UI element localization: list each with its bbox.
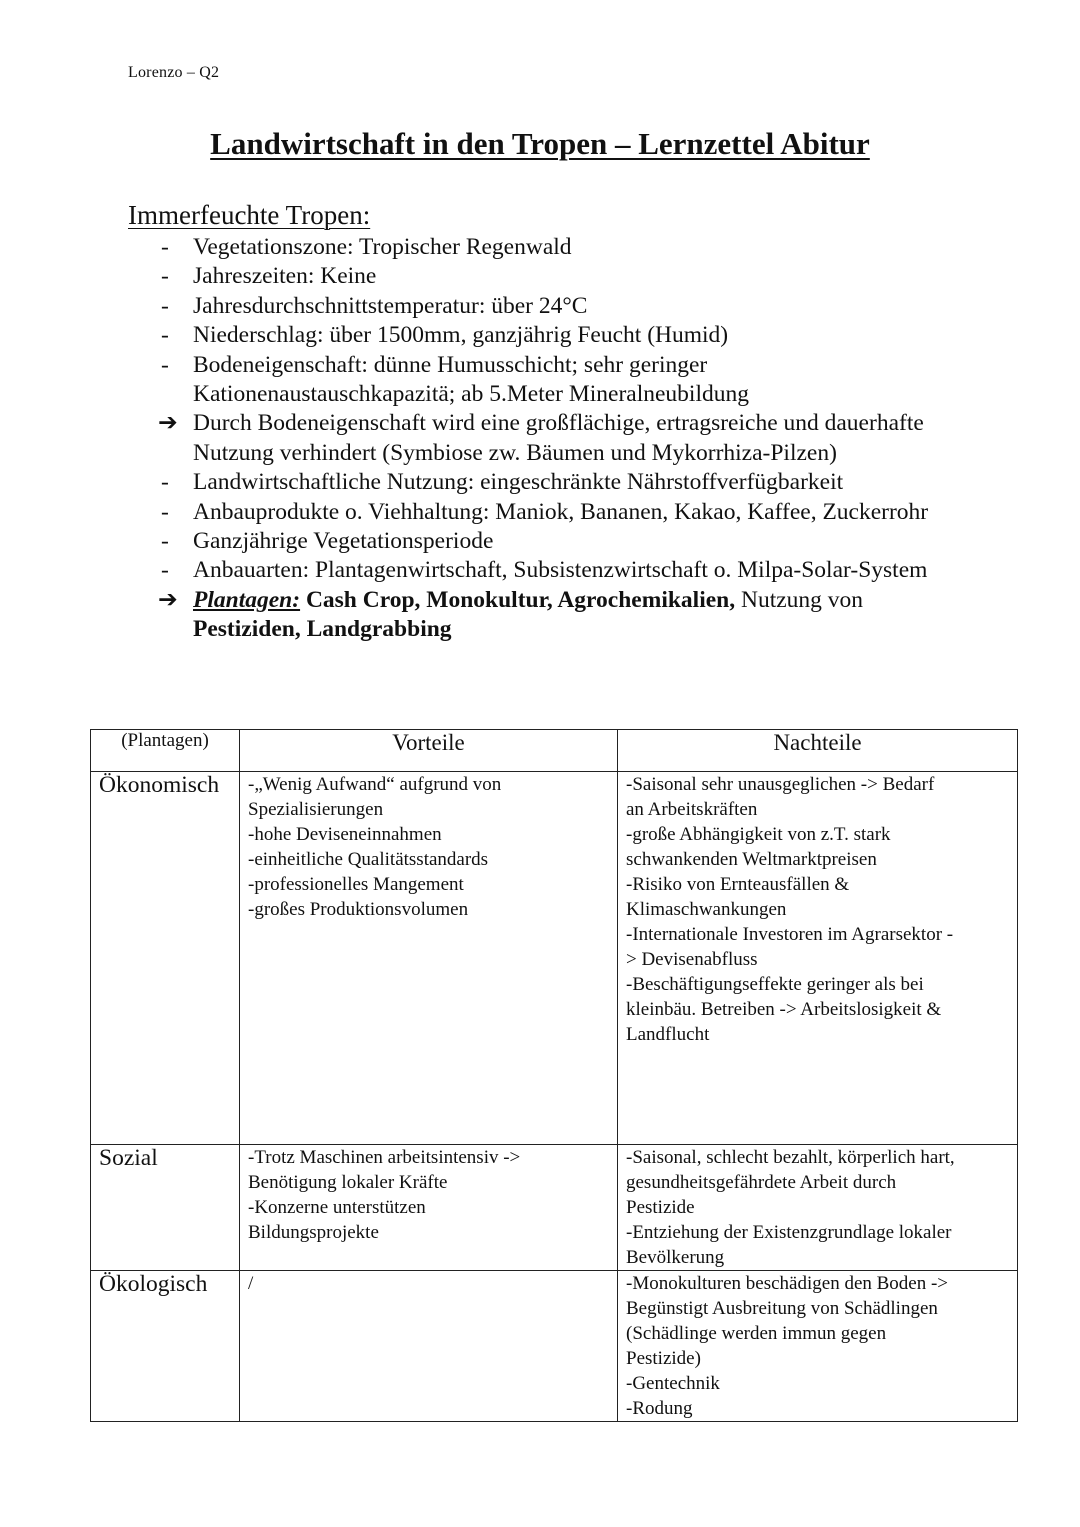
dash-bullet-icon: - bbox=[161, 292, 169, 319]
cell-line: -Entziehung der Existenzgrundlage lokaler bbox=[626, 1222, 952, 1243]
arrow-right-icon: ➔ bbox=[158, 410, 178, 437]
column-header-nachteile: Nachteile bbox=[618, 730, 1018, 772]
cell-line: schwankenden Weltmarktpreisen bbox=[626, 849, 877, 870]
list-item-text: Landwirtschaftliche Nutzung: eingeschränkte Nährstoffverfügbarkeit bbox=[193, 469, 844, 496]
list-item-text: Vegetationszone: Tropischer Regenwald bbox=[193, 234, 572, 260]
cell-line: gesundheitsgefährdete Arbeit durch bbox=[626, 1172, 897, 1193]
list-item-text: Bodeneigenschaft: dünne Humusschicht; sehr geringer Kationenaustauschkapazitä; ab 5.Meter Mineralneubildung bbox=[193, 351, 749, 408]
dash-bullet-icon: - bbox=[161, 322, 169, 349]
plantagen-summary bbox=[158, 586, 958, 645]
dash-bullet-icon: - bbox=[161, 263, 169, 290]
plantagen-keywords-2: Pestiziden, Landgrabbing bbox=[193, 616, 452, 643]
list-item bbox=[158, 351, 958, 410]
cell-line: -hohe Deviseneinnahmen bbox=[248, 824, 442, 845]
vorteile-cell bbox=[240, 1271, 618, 1422]
cell-line: -Trotz Maschinen arbeitsintensiv -> bbox=[248, 1147, 521, 1168]
cell-line: -Beschäftigungseffekte geringer als bei bbox=[626, 974, 924, 995]
cell-line: Pestizide) bbox=[626, 1348, 701, 1369]
cell-line: kleinbäu. Betreiben -> Arbeitslosigkeit & bbox=[626, 999, 942, 1020]
section-heading: Immerfeuchte Tropen: bbox=[128, 200, 371, 230]
cell-line: -Saisonal sehr unausgeglichen -> Bedarf bbox=[626, 774, 935, 795]
cell-line: -Risiko von Ernteausfällen & bbox=[626, 874, 850, 895]
list-item bbox=[158, 233, 958, 262]
cell-line: Benötigung lokaler Kräfte bbox=[248, 1172, 448, 1193]
cell-line: Klimaschwankungen bbox=[626, 899, 787, 920]
bullet-list bbox=[158, 233, 958, 645]
table-corner-label: (Plantagen) bbox=[91, 730, 240, 772]
document-title: Landwirtschaft in den Tropen – Lernzettel Abitur bbox=[210, 126, 870, 161]
nachteile-cell bbox=[618, 772, 1018, 1145]
table-header-row bbox=[91, 730, 1018, 772]
cell-line: > Devisenabfluss bbox=[626, 949, 758, 970]
row-label: Ökonomisch bbox=[91, 772, 240, 1145]
list-item-text: Anbauarten: Plantagenwirtschaft, Subsistenzwirtschaft o. Milpa-Solar-System bbox=[193, 557, 928, 584]
row-label: Ökologisch bbox=[91, 1271, 240, 1422]
dash-bullet-icon: - bbox=[161, 234, 169, 260]
author-header: Lorenzo – Q2 bbox=[128, 64, 220, 81]
cell-line: Begünstigt Ausbreitung von Schädlingen bbox=[626, 1298, 938, 1319]
cell-line: -Gentechnik bbox=[626, 1373, 720, 1394]
list-item bbox=[158, 527, 958, 556]
list-item-text: Niederschlag: über 1500mm, ganzjährig Feucht (Humid) bbox=[193, 322, 729, 349]
list-item bbox=[158, 409, 958, 468]
cell-line: -Internationale Investoren im Agrarsektor - bbox=[626, 924, 954, 945]
list-item bbox=[158, 262, 958, 291]
plantagen-connector: Nutzung von bbox=[735, 586, 864, 613]
dash-bullet-icon: - bbox=[161, 351, 169, 378]
cell-line: Spezialisierungen bbox=[248, 799, 384, 820]
cell-line: Landflucht bbox=[626, 1024, 710, 1045]
list-item-text: Durch Bodeneigenschaft wird eine großflächige, ertragsreiche und dauerhafte Nutzung verhindert (Symbiose zw. Bäumen und Mykorrhiza-Pilzen) bbox=[193, 410, 924, 466]
cell-line: -professionelles Mangement bbox=[248, 874, 464, 895]
list-item bbox=[158, 556, 958, 585]
list-item-text: Anbauprodukte o. Viehhaltung: Maniok, Bananen, Kakao, Kaffee, Zuckerrohr bbox=[193, 498, 929, 525]
list-item bbox=[158, 321, 958, 350]
cell-line: -Konzerne unterstützen bbox=[248, 1197, 426, 1218]
plantagen-label: Plantagen: bbox=[193, 586, 301, 613]
list-item bbox=[158, 292, 958, 321]
pros-cons-table bbox=[90, 729, 1018, 1422]
list-item-text: Jahresdurchschnittstemperatur: über 24°C bbox=[193, 292, 588, 319]
cell-line: -einheitliche Qualitätsstandards bbox=[248, 849, 489, 870]
vorteile-cell bbox=[240, 772, 618, 1145]
arrow-right-icon: ➔ bbox=[158, 586, 178, 613]
cell-line: (Schädlinge werden immun gegen bbox=[626, 1323, 887, 1344]
list-item-text: Ganzjährige Vegetationsperiode bbox=[193, 528, 494, 555]
dash-bullet-icon: - bbox=[161, 498, 169, 525]
cell-line: Bevölkerung bbox=[626, 1247, 725, 1268]
plantagen-keywords: Cash Crop, Monokultur, Agrochemikalien, bbox=[300, 586, 736, 613]
table-row bbox=[91, 1271, 1018, 1422]
plantagen-summary-text bbox=[193, 586, 958, 645]
cell-line: -Rodung bbox=[626, 1398, 693, 1419]
cell-line: -„Wenig Aufwand“ aufgrund von bbox=[248, 774, 502, 795]
cell-line: an Arbeitskräften bbox=[626, 799, 758, 820]
dash-bullet-icon: - bbox=[161, 557, 169, 584]
cell-line: -Monokulturen beschädigen den Boden -> bbox=[626, 1273, 949, 1294]
dash-bullet-icon: - bbox=[161, 469, 169, 496]
cell-line: / bbox=[248, 1273, 254, 1294]
vorteile-cell bbox=[240, 1145, 618, 1271]
cell-line: -großes Produktionsvolumen bbox=[248, 899, 469, 920]
column-header-vorteile: Vorteile bbox=[240, 730, 618, 772]
row-label: Sozial bbox=[91, 1145, 240, 1271]
cell-line: -Saisonal, schlecht bezahlt, körperlich hart, bbox=[626, 1147, 955, 1168]
list-item bbox=[158, 498, 958, 527]
nachteile-cell bbox=[618, 1145, 1018, 1271]
table-row bbox=[91, 1145, 1018, 1271]
list-item bbox=[158, 468, 958, 497]
dash-bullet-icon: - bbox=[161, 528, 169, 555]
list-item-text: Jahreszeiten: Keine bbox=[193, 263, 377, 290]
cell-line: Bildungsprojekte bbox=[248, 1222, 379, 1243]
nachteile-cell bbox=[618, 1271, 1018, 1422]
table-row bbox=[91, 772, 1018, 1145]
cell-line: Pestizide bbox=[626, 1197, 695, 1218]
cell-line: -große Abhängigkeit von z.T. stark bbox=[626, 824, 891, 845]
